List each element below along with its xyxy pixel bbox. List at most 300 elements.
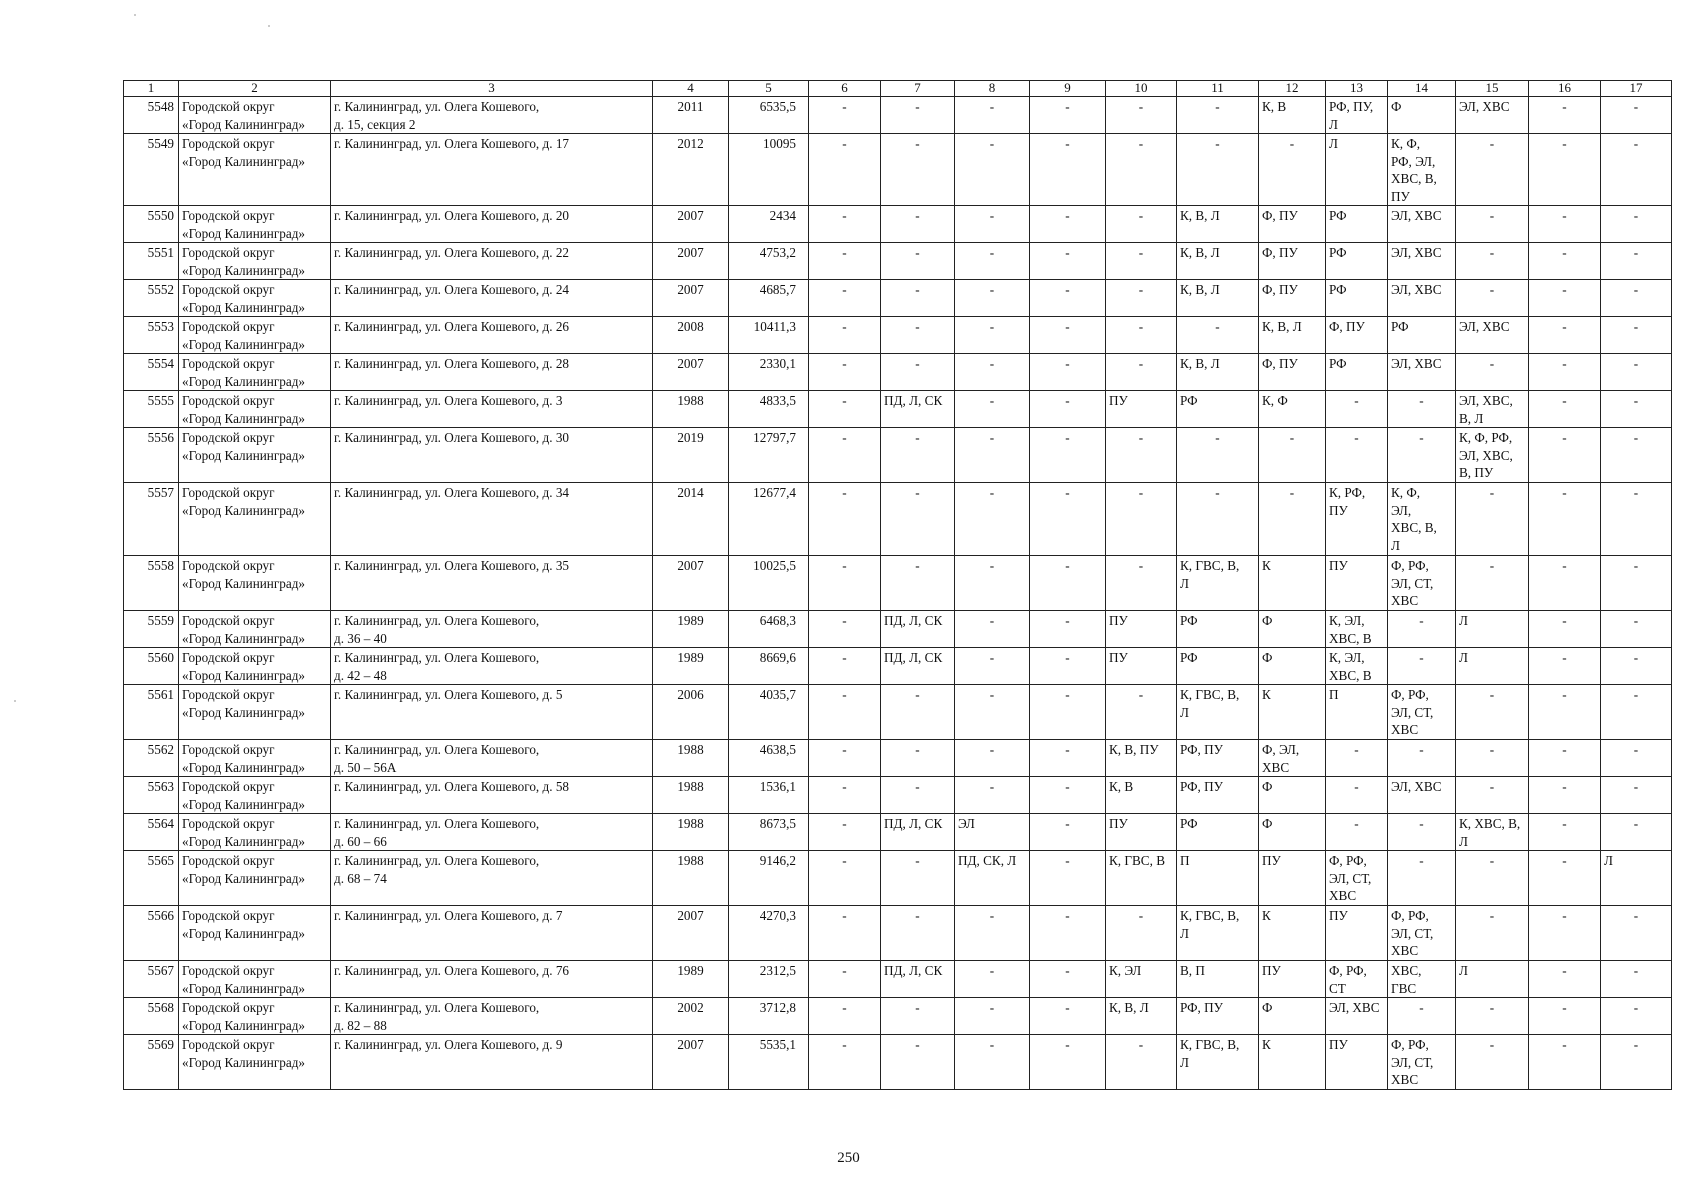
table-cell-col-10: ПУ [1106,391,1177,428]
table-cell-col-3: г. Калининград, ул. Олега Кошевого, д. 17 [331,134,653,206]
table-cell-col-8: - [955,998,1030,1035]
table-cell-col-7: - [881,243,955,280]
table-cell-col-12: Ф, ЭЛ, ХВС [1259,740,1326,777]
table-row [124,317,1672,354]
table-cell-col-15: ЭЛ, ХВС, В, Л [1456,391,1529,428]
table-cell-col-9: - [1030,851,1106,906]
table-cell-col-7: - [881,740,955,777]
table-cell-col-14: Ф [1388,97,1456,134]
table-cell-col-2: Городской округ «Город Калининград» [179,243,331,280]
table-cell-col-11: РФ, ПУ [1177,740,1259,777]
table-cell-col-13: ПУ [1326,1035,1388,1090]
table-cell-col-9: - [1030,556,1106,611]
table-cell-col-4: 2007 [653,556,729,611]
table-cell-col-5: 8673,5 [729,814,809,851]
column-number-cell: 5 [729,81,809,97]
table-cell-col-11: К, ГВС, В, Л [1177,556,1259,611]
table-cell-col-10: К, В, Л [1106,998,1177,1035]
table-row [124,280,1672,317]
table-cell-col-14: ЭЛ, ХВС [1388,206,1456,243]
table-cell-col-11: - [1177,317,1259,354]
table-row [124,906,1672,961]
table-cell-col-16: - [1529,998,1601,1035]
table-cell-col-3: г. Калининград, ул. Олега Кошевого, д. 30 [331,428,653,483]
table-cell-col-8: - [955,206,1030,243]
table-cell-col-1: 5565 [124,851,179,906]
table-cell-col-17: Л [1601,851,1672,906]
table-cell-col-16: - [1529,243,1601,280]
table-cell-col-3: г. Калининград, ул. Олега Кошевого, д. 76 [331,961,653,998]
scan-speck [268,25,270,27]
table-cell-col-7: - [881,280,955,317]
table-cell-col-2: Городской округ «Город Калининград» [179,97,331,134]
table-row [124,777,1672,814]
column-number-cell: 11 [1177,81,1259,97]
table-cell-col-17: - [1601,685,1672,740]
table-cell-col-4: 2006 [653,685,729,740]
table-cell-col-13: РФ [1326,280,1388,317]
column-number-cell: 4 [653,81,729,97]
table-row [124,851,1672,906]
table-cell-col-16: - [1529,97,1601,134]
table-cell-col-12: Ф [1259,777,1326,814]
table-cell-col-12: К, В [1259,97,1326,134]
table-cell-col-6: - [809,906,881,961]
table-cell-col-9: - [1030,740,1106,777]
table-cell-col-11: РФ [1177,611,1259,648]
table-cell-col-15: - [1456,354,1529,391]
table-cell-col-15: - [1456,851,1529,906]
table-cell-col-15: - [1456,998,1529,1035]
table-cell-col-17: - [1601,961,1672,998]
table-cell-col-12: Ф [1259,611,1326,648]
table-cell-col-13: - [1326,428,1388,483]
table-cell-col-2: Городской округ «Город Калининград» [179,391,331,428]
table-cell-col-5: 4270,3 [729,906,809,961]
table-cell-col-10: К, ЭЛ [1106,961,1177,998]
table-cell-col-4: 2007 [653,280,729,317]
table-cell-col-10: - [1106,556,1177,611]
table-cell-col-5: 12677,4 [729,483,809,556]
table-cell-col-2: Городской округ «Город Калининград» [179,134,331,206]
table-cell-col-9: - [1030,777,1106,814]
table-cell-col-5: 6468,3 [729,611,809,648]
table-cell-col-7: ПД, Л, СК [881,611,955,648]
table-row [124,961,1672,998]
column-number-cell: 10 [1106,81,1177,97]
table-cell-col-16: - [1529,906,1601,961]
table-row [124,206,1672,243]
table-cell-col-6: - [809,851,881,906]
table-cell-col-6: - [809,740,881,777]
table-cell-col-5: 5535,1 [729,1035,809,1090]
table-cell-col-4: 2002 [653,998,729,1035]
table-cell-col-7: - [881,97,955,134]
table-cell-col-8: - [955,97,1030,134]
table-cell-col-6: - [809,611,881,648]
table-cell-col-17: - [1601,777,1672,814]
table-cell-col-10: - [1106,97,1177,134]
table-cell-col-6: - [809,428,881,483]
table-cell-col-2: Городской округ «Город Калининград» [179,814,331,851]
table-cell-col-7: - [881,317,955,354]
table-cell-col-3: г. Калининград, ул. Олега Кошевого, д. 35 [331,556,653,611]
table-cell-col-16: - [1529,740,1601,777]
table-cell-col-12: Ф, ПУ [1259,243,1326,280]
table-cell-col-14: - [1388,814,1456,851]
table-row [124,1035,1672,1090]
table-cell-col-2: Городской округ «Город Калининград» [179,483,331,556]
table-cell-col-16: - [1529,354,1601,391]
table-cell-col-11: РФ, ПУ [1177,998,1259,1035]
table-cell-col-3: г. Калининград, ул. Олега Кошевого, д. 5 [331,685,653,740]
table-cell-col-8: - [955,280,1030,317]
table-cell-col-5: 4638,5 [729,740,809,777]
scan-speck [134,14,136,16]
table-cell-col-7: - [881,206,955,243]
register-table-container [123,80,1671,1090]
table-cell-col-16: - [1529,483,1601,556]
table-row [124,243,1672,280]
table-cell-col-12: Ф, ПУ [1259,354,1326,391]
table-cell-col-3: г. Калининград, ул. Олега Кошевого, д. 58 [331,777,653,814]
table-cell-col-6: - [809,134,881,206]
table-cell-col-16: - [1529,685,1601,740]
table-cell-col-17: - [1601,391,1672,428]
table-cell-col-14: - [1388,648,1456,685]
table-cell-col-5: 3712,8 [729,998,809,1035]
table-cell-col-15: - [1456,243,1529,280]
table-cell-col-11: К, В, Л [1177,206,1259,243]
column-number-cell: 1 [124,81,179,97]
table-cell-col-7: - [881,483,955,556]
table-cell-col-1: 5555 [124,391,179,428]
table-cell-col-9: - [1030,428,1106,483]
table-cell-col-4: 2007 [653,206,729,243]
table-cell-col-8: - [955,243,1030,280]
table-cell-col-11: К, ГВС, В, Л [1177,1035,1259,1090]
table-cell-col-17: - [1601,740,1672,777]
table-cell-col-1: 5561 [124,685,179,740]
table-cell-col-16: - [1529,648,1601,685]
table-cell-col-13: РФ [1326,206,1388,243]
table-cell-col-6: - [809,243,881,280]
table-cell-col-4: 2011 [653,97,729,134]
table-cell-col-15: - [1456,556,1529,611]
table-cell-col-6: - [809,998,881,1035]
table-cell-col-11: - [1177,483,1259,556]
table-cell-col-3: г. Калининград, ул. Олега Кошевого, д. 9 [331,1035,653,1090]
table-cell-col-12: - [1259,134,1326,206]
table-cell-col-7: ПД, Л, СК [881,961,955,998]
table-cell-col-13: РФ [1326,354,1388,391]
column-number-cell: 8 [955,81,1030,97]
table-cell-col-15: - [1456,906,1529,961]
table-cell-col-10: - [1106,1035,1177,1090]
table-row [124,97,1672,134]
table-cell-col-14: - [1388,998,1456,1035]
table-cell-col-1: 5564 [124,814,179,851]
table-cell-col-1: 5559 [124,611,179,648]
table-cell-col-2: Городской округ «Город Калининград» [179,428,331,483]
table-cell-col-8: - [955,648,1030,685]
table-cell-col-9: - [1030,134,1106,206]
table-cell-col-1: 5567 [124,961,179,998]
table-cell-col-10: ПУ [1106,648,1177,685]
table-row [124,685,1672,740]
table-cell-col-15: - [1456,1035,1529,1090]
table-cell-col-4: 2008 [653,317,729,354]
table-cell-col-1: 5557 [124,483,179,556]
table-cell-col-4: 2007 [653,906,729,961]
table-cell-col-7: - [881,998,955,1035]
table-cell-col-15: ЭЛ, ХВС [1456,317,1529,354]
table-cell-col-8: - [955,317,1030,354]
table-cell-col-7: ПД, Л, СК [881,391,955,428]
table-cell-col-12: Ф [1259,648,1326,685]
table-cell-col-14: К, Ф, РФ, ЭЛ, ХВС, В, ПУ [1388,134,1456,206]
table-cell-col-11: - [1177,134,1259,206]
table-cell-col-6: - [809,317,881,354]
table-cell-col-12: Ф, ПУ [1259,206,1326,243]
column-number-cell: 15 [1456,81,1529,97]
table-cell-col-11: РФ, ПУ [1177,777,1259,814]
table-row [124,483,1672,556]
table-cell-col-16: - [1529,428,1601,483]
table-cell-col-9: - [1030,243,1106,280]
table-row [124,391,1672,428]
table-cell-col-14: - [1388,611,1456,648]
table-cell-col-5: 4833,5 [729,391,809,428]
column-number-cell: 9 [1030,81,1106,97]
table-cell-col-12: Ф [1259,814,1326,851]
table-cell-col-7: - [881,354,955,391]
table-row [124,134,1672,206]
table-cell-col-3: г. Калининград, ул. Олега Кошевого, д. 15, секция 2 [331,97,653,134]
table-cell-col-10: - [1106,906,1177,961]
table-cell-col-11: В, П [1177,961,1259,998]
table-cell-col-6: - [809,483,881,556]
table-cell-col-15: К, ХВС, В, Л [1456,814,1529,851]
table-cell-col-1: 5569 [124,1035,179,1090]
table-row [124,428,1672,483]
column-number-cell: 17 [1601,81,1672,97]
table-cell-col-2: Городской округ «Город Калининград» [179,354,331,391]
table-cell-col-17: - [1601,814,1672,851]
table-cell-col-16: - [1529,814,1601,851]
table-cell-col-11: РФ [1177,648,1259,685]
table-cell-col-8: - [955,354,1030,391]
table-cell-col-3: г. Калининград, ул. Олега Кошевого, д. 60 – 66 [331,814,653,851]
table-cell-col-7: - [881,851,955,906]
table-cell-col-11: РФ [1177,391,1259,428]
table-cell-col-16: - [1529,134,1601,206]
table-cell-col-17: - [1601,206,1672,243]
table-cell-col-16: - [1529,611,1601,648]
table-cell-col-14: ХВС, ГВС [1388,961,1456,998]
table-cell-col-3: г. Калининград, ул. Олега Кошевого, д. 28 [331,354,653,391]
table-cell-col-1: 5551 [124,243,179,280]
column-number-cell: 6 [809,81,881,97]
table-cell-col-13: РФ [1326,243,1388,280]
table-cell-col-15: - [1456,134,1529,206]
table-cell-col-8: - [955,740,1030,777]
table-row [124,740,1672,777]
table-cell-col-12: К [1259,685,1326,740]
table-cell-col-10: К, В, ПУ [1106,740,1177,777]
table-cell-col-13: Ф, РФ, ЭЛ, СТ, ХВС [1326,851,1388,906]
table-cell-col-9: - [1030,611,1106,648]
table-cell-col-14: Ф, РФ, ЭЛ, СТ, ХВС [1388,685,1456,740]
table-cell-col-11: К, В, Л [1177,354,1259,391]
table-cell-col-17: - [1601,483,1672,556]
table-cell-col-11: П [1177,851,1259,906]
table-cell-col-1: 5553 [124,317,179,354]
table-cell-col-9: - [1030,483,1106,556]
table-cell-col-7: - [881,1035,955,1090]
table-cell-col-3: г. Калининград, ул. Олега Кошевого, д. 82 – 88 [331,998,653,1035]
table-cell-col-13: К, ЭЛ, ХВС, В [1326,611,1388,648]
table-cell-col-4: 1988 [653,851,729,906]
table-cell-col-4: 1988 [653,814,729,851]
table-cell-col-9: - [1030,97,1106,134]
table-cell-col-6: - [809,354,881,391]
table-cell-col-11: - [1177,428,1259,483]
table-cell-col-17: - [1601,134,1672,206]
table-body [124,81,1672,1090]
table-cell-col-9: - [1030,1035,1106,1090]
table-cell-col-5: 10025,5 [729,556,809,611]
table-cell-col-6: - [809,814,881,851]
table-cell-col-9: - [1030,998,1106,1035]
table-cell-col-12: - [1259,483,1326,556]
column-number-cell: 13 [1326,81,1388,97]
table-cell-col-7: - [881,556,955,611]
table-cell-col-7: - [881,428,955,483]
table-cell-col-15: - [1456,685,1529,740]
table-cell-col-16: - [1529,317,1601,354]
table-cell-col-4: 2007 [653,354,729,391]
column-number-cell: 3 [331,81,653,97]
table-cell-col-10: - [1106,317,1177,354]
table-cell-col-8: - [955,777,1030,814]
table-cell-col-13: ЭЛ, ХВС [1326,998,1388,1035]
table-cell-col-3: г. Калининград, ул. Олега Кошевого, д. 3 [331,391,653,428]
table-cell-col-8: ПД, СК, Л [955,851,1030,906]
table-cell-col-1: 5560 [124,648,179,685]
table-cell-col-14: - [1388,851,1456,906]
table-cell-col-12: Ф, ПУ [1259,280,1326,317]
table-cell-col-9: - [1030,685,1106,740]
table-cell-col-12: - [1259,428,1326,483]
table-cell-col-5: 2330,1 [729,354,809,391]
table-cell-col-4: 1988 [653,740,729,777]
table-cell-col-12: ПУ [1259,851,1326,906]
table-cell-col-15: Л [1456,648,1529,685]
table-cell-col-15: ЭЛ, ХВС [1456,97,1529,134]
table-cell-col-3: г. Калининград, ул. Олега Кошевого, д. 68 – 74 [331,851,653,906]
table-cell-col-14: - [1388,391,1456,428]
table-cell-col-8: - [955,1035,1030,1090]
table-cell-col-6: - [809,685,881,740]
table-cell-col-3: г. Калининград, ул. Олега Кошевого, д. 42 – 48 [331,648,653,685]
table-cell-col-4: 1989 [653,611,729,648]
table-cell-col-13: - [1326,740,1388,777]
table-cell-col-7: - [881,777,955,814]
column-number-cell: 2 [179,81,331,97]
table-cell-col-11: К, В, Л [1177,280,1259,317]
table-cell-col-17: - [1601,280,1672,317]
table-cell-col-4: 2007 [653,243,729,280]
table-cell-col-5: 12797,7 [729,428,809,483]
table-cell-col-8: - [955,556,1030,611]
table-cell-col-10: - [1106,428,1177,483]
table-row [124,998,1672,1035]
column-number-cell: 16 [1529,81,1601,97]
table-cell-col-15: - [1456,280,1529,317]
table-cell-col-10: - [1106,685,1177,740]
table-cell-col-16: - [1529,1035,1601,1090]
table-cell-col-14: - [1388,740,1456,777]
table-cell-col-2: Городской округ «Город Калининград» [179,280,331,317]
table-cell-col-3: г. Калининград, ул. Олега Кошевого, д. 50 – 56А [331,740,653,777]
table-cell-col-15: - [1456,206,1529,243]
table-cell-col-8: - [955,611,1030,648]
table-cell-col-14: ЭЛ, ХВС [1388,243,1456,280]
table-cell-col-4: 1989 [653,648,729,685]
table-cell-col-12: К, В, Л [1259,317,1326,354]
table-cell-col-8: - [955,906,1030,961]
table-row [124,556,1672,611]
column-number-row [124,81,1672,97]
column-number-cell: 14 [1388,81,1456,97]
table-cell-col-8: ЭЛ [955,814,1030,851]
table-cell-col-1: 5563 [124,777,179,814]
table-cell-col-13: ПУ [1326,556,1388,611]
table-cell-col-1: 5552 [124,280,179,317]
table-cell-col-7: ПД, Л, СК [881,814,955,851]
table-cell-col-2: Городской округ «Город Калининград» [179,740,331,777]
table-cell-col-3: г. Калининград, ул. Олега Кошевого, д. 7 [331,906,653,961]
table-cell-col-4: 1988 [653,777,729,814]
page-number: 250 [837,1150,860,1166]
table-cell-col-2: Городской округ «Город Калининград» [179,906,331,961]
scan-speck [14,700,16,702]
table-cell-col-3: г. Калининград, ул. Олега Кошевого, д. 22 [331,243,653,280]
table-cell-col-6: - [809,556,881,611]
table-cell-col-14: РФ [1388,317,1456,354]
table-cell-col-12: ПУ [1259,961,1326,998]
table-cell-col-10: - [1106,280,1177,317]
table-cell-col-16: - [1529,851,1601,906]
table-cell-col-13: К, ЭЛ, ХВС, В [1326,648,1388,685]
table-cell-col-7: ПД, Л, СК [881,648,955,685]
table-cell-col-5: 6535,5 [729,97,809,134]
table-cell-col-11: К, В, Л [1177,243,1259,280]
table-cell-col-17: - [1601,998,1672,1035]
table-cell-col-10: ПУ [1106,814,1177,851]
table-cell-col-17: - [1601,611,1672,648]
table-cell-col-8: - [955,391,1030,428]
table-cell-col-2: Городской округ «Город Калининград» [179,851,331,906]
table-cell-col-5: 4685,7 [729,280,809,317]
table-cell-col-7: - [881,134,955,206]
table-cell-col-2: Городской округ «Город Калининград» [179,961,331,998]
table-cell-col-7: - [881,906,955,961]
table-cell-col-4: 1988 [653,391,729,428]
table-cell-col-1: 5556 [124,428,179,483]
table-cell-col-6: - [809,961,881,998]
